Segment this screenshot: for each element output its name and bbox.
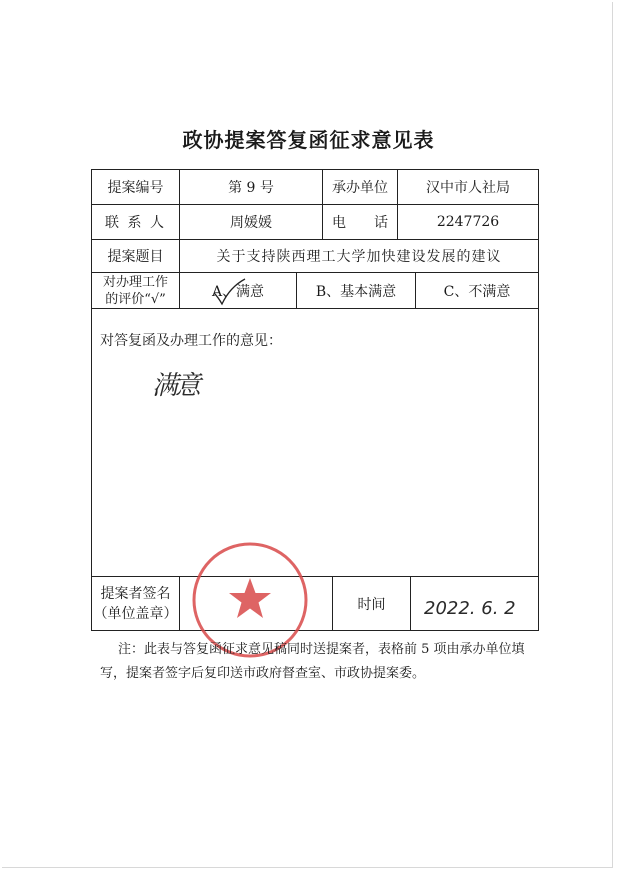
proposal-no-value: 第 9 号	[228, 180, 274, 196]
opinion-form-table	[91, 169, 539, 631]
handwritten-date-text: 2022. 6. 2	[424, 598, 516, 619]
footnote-line1: 注：此表与答复函征求意见稿同时送提案者，表格前 5 项由承办单位填	[118, 642, 525, 657]
evaluation-label-line2: 的评价“√”	[105, 291, 166, 307]
evaluation-label-line1: 对办理工作	[102, 274, 168, 290]
checkmark-icon	[212, 277, 246, 307]
time-label: 时间	[357, 596, 386, 613]
signature-label-line2: （单位盖章）	[93, 605, 178, 622]
contact-label: 联 系 人	[105, 215, 166, 231]
contact-value: 周媛媛	[230, 215, 272, 231]
topic-value: 关于支持陕西理工大学加快建设发展的建议	[216, 249, 502, 265]
signature-label	[92, 577, 179, 630]
handler-value: 汉中市人社局	[426, 180, 510, 196]
handwritten-date	[424, 598, 516, 619]
proposal-no-label: 提案编号	[107, 180, 164, 196]
footnote-line2: 写，提案者签字后复印送市政府督查室、市政协提案委。	[100, 666, 426, 681]
footnote	[100, 638, 540, 686]
option-a-label: A、满意	[211, 283, 265, 300]
evaluation-label	[92, 273, 179, 308]
opinion-label: 对答复函及办理工作的意见：	[100, 333, 282, 349]
option-c-unsatisfied[interactable]: C、不满意	[443, 283, 511, 300]
topic-label: 提案题目	[107, 249, 164, 265]
phone-value: 2247726	[436, 214, 500, 230]
col-divider	[179, 576, 180, 630]
handler-label: 承办单位	[332, 180, 388, 196]
signature-label-line1: 提案者签名	[100, 585, 171, 602]
option-b-basically-satisfied[interactable]: B、基本满意	[315, 283, 397, 300]
phone-label: 电 话	[332, 215, 388, 231]
form-title: 政协提案答复函征求意见表	[182, 128, 435, 152]
handwritten-opinion-text: 满意	[152, 371, 199, 401]
option-a-satisfied[interactable]	[180, 273, 296, 308]
handwritten-opinion	[152, 365, 198, 402]
col-divider	[410, 576, 411, 630]
row-divider	[92, 308, 538, 309]
